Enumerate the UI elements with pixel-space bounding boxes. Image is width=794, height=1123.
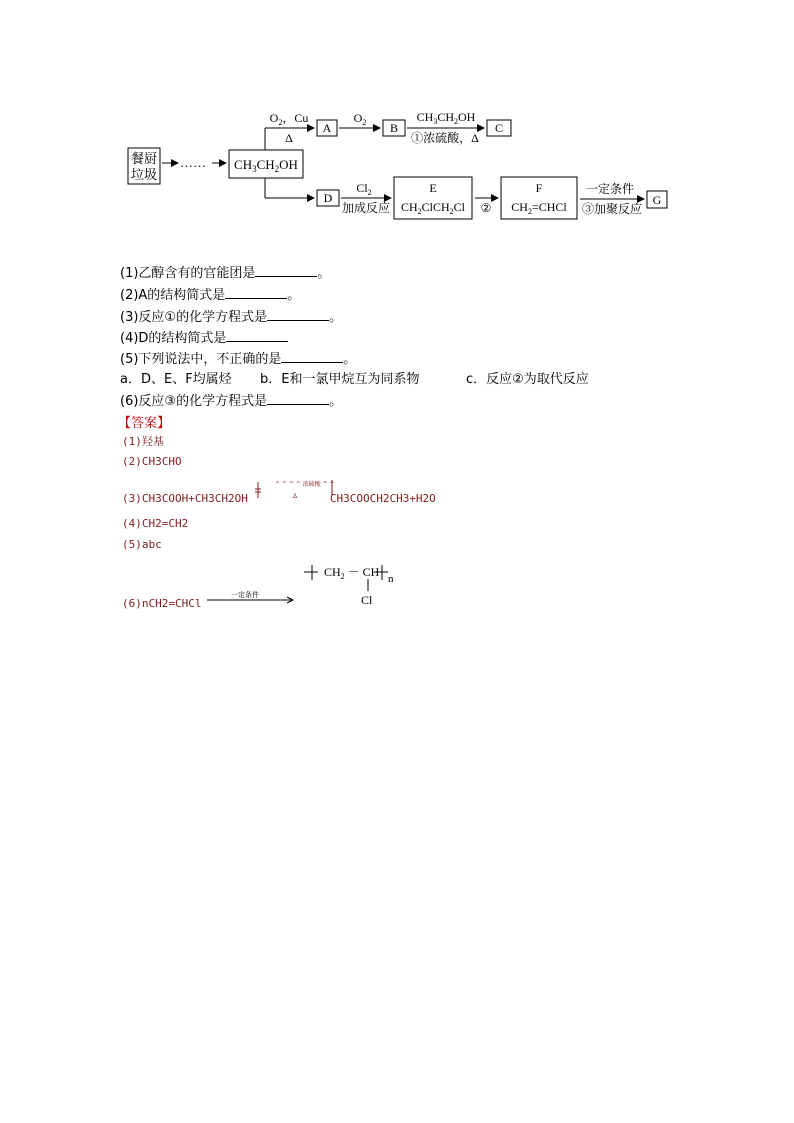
svg-text:^ ^ ^ ^ 浓硫酸 ^ ^: ^ ^ ^ ^ 浓硫酸 ^ ^ bbox=[275, 481, 335, 488]
option-c: c．反应②为取代反应 bbox=[466, 372, 589, 387]
start-label: 餐厨 bbox=[130, 151, 158, 166]
question-6: (6)反应③的化学方程式是 。 bbox=[120, 394, 343, 409]
polymer-structure bbox=[298, 560, 408, 612]
reaction-scheme bbox=[0, 0, 794, 240]
cond-a: $O_2$，Cu bbox=[269, 111, 309, 127]
box-e-formula: $CH_2ClCH_2Cl$ bbox=[400, 200, 466, 216]
box-e-label: E bbox=[429, 181, 437, 195]
box-d-label: D bbox=[323, 191, 333, 205]
cond-e-below: 加成反应 bbox=[341, 201, 391, 215]
question-5-options bbox=[120, 372, 589, 388]
answer-blank[interactable] bbox=[267, 393, 329, 405]
polymer-sub: Cl bbox=[361, 593, 373, 607]
option-a: a．D、E、F均属烃 bbox=[120, 372, 232, 387]
box-a-label: A bbox=[322, 121, 332, 135]
answer-blank[interactable] bbox=[225, 287, 287, 299]
question-5: (5)下列说法中，不正确的是 。 bbox=[120, 352, 357, 367]
cond-c-below: ①浓硫酸，Δ bbox=[411, 131, 479, 145]
answer-blank[interactable] bbox=[226, 330, 288, 342]
question-4: (4)D的结构简式是 bbox=[120, 330, 288, 347]
polymer-unit: $CH_2$ － CH bbox=[324, 565, 380, 581]
answer-4: (4)CH2=CH2 bbox=[122, 517, 189, 530]
box-c-label: C bbox=[494, 121, 504, 135]
dots: …… bbox=[180, 155, 206, 170]
cond-b: $O_2$ bbox=[353, 111, 367, 127]
cond-c: $CH_3CH_2OH$ bbox=[416, 110, 476, 126]
box-b-label: B bbox=[389, 121, 399, 135]
answer-1: (1)羟基 bbox=[122, 435, 164, 448]
question-2: (2)A的结构简式是 。 bbox=[120, 288, 301, 303]
box-f-label: F bbox=[535, 181, 543, 195]
answer-6: (6)nCH2=CHCl bbox=[122, 597, 202, 610]
cond-e: $Cl_2$ bbox=[356, 181, 372, 197]
box-g-label: G bbox=[652, 193, 662, 207]
box-f-formula: $CH_2=CHCl$ bbox=[511, 200, 567, 216]
answer-blank[interactable] bbox=[267, 309, 329, 321]
option-b: b．E和一氯甲烷互为同系物 bbox=[260, 372, 420, 387]
ethanol-formula: $CH_3CH_2OH$ bbox=[234, 157, 298, 174]
question-3: (3)反应①的化学方程式是 。 bbox=[120, 310, 343, 325]
answer-blank[interactable] bbox=[281, 351, 343, 363]
cond-f: ② bbox=[480, 201, 492, 215]
cond-a-below: Δ bbox=[285, 131, 293, 145]
answer-5: (5)abc bbox=[122, 538, 162, 551]
reaction-arrow-icon bbox=[205, 590, 297, 606]
answer-2: (2)CH3CHO bbox=[122, 455, 182, 468]
cond-g-below: ③加聚反应 bbox=[581, 202, 643, 216]
question-1: (1)乙醇含有的官能团是 。 bbox=[120, 266, 331, 281]
a6-cond: 一定条件 bbox=[231, 591, 259, 599]
answer-3: (3)CH3COOH+CH3CH2OH CH3COOCH2CH3+H2O bbox=[122, 492, 436, 505]
svg-text:Δ: Δ bbox=[293, 493, 298, 500]
answer-blank[interactable] bbox=[255, 265, 317, 277]
answer-header: 【答案】 bbox=[118, 416, 171, 431]
svg-text:垃圾: 垃圾 bbox=[130, 167, 158, 182]
polymer-n: n bbox=[388, 573, 394, 585]
reversible-arrow-icon bbox=[255, 478, 337, 502]
cond-g: 一定条件 bbox=[585, 182, 635, 196]
